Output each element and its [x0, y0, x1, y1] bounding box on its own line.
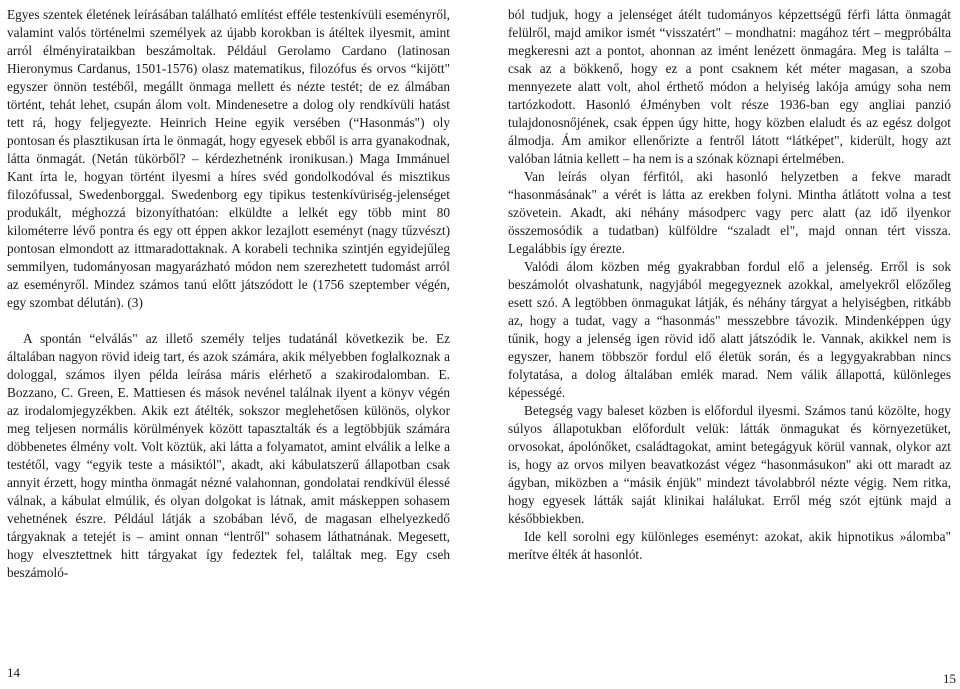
paragraph: A spontán “elválás" az illető személy teljes tudatánál következik be. Ez általában nagyon rövid ideig tart, és azok számára, akik mélyebben foglalkoznak a dologgal, számos ilyen példa leírása máris elérhető a szakirodalomban. E. Bozzano, C. Green, E. Mattiesen és mások nevénel találnak ilyent a könyv végén az irodalomjegyzékben. Akik ezt átélték, sokszor meglehetősen különös, olykor meg teljesen normális körülmények között tapasztalták és a legtöbbjük számára döbbenetes élmény volt. Volt köztük, aki látta a folyamatot, amint elválik a lelke a testétől, vagy “egyik teste a másiktól", akadt, aki kábulatszerű állapotban csak annyit érzett, hogy mintha önmagát nézné valahonnan, gondolatai rendkívül élessé válnak, a kábulat elmúlik, és olyan dolgokat is látnak, amit máskeppen sohasem vehetnének észre. Például látják a szobában lévő, de magasan elhelyezkedő tárgyaknak a tetejét is – amint onnan “lentről" sohasem láthatnának. Megesett, hogy elvesztettnek hitt tárgyakat így fedeztek fel, találtak meg. Egy cseh beszámoló- [7, 331, 450, 580]
paragraph: Betegség vagy baleset közben is előfordul ilyesmi. Számos tanú közölte, hogy súlyos állapotukban előfordult velük: látták önmagukat és környezetüket, orvosokat, ápolónőket, családtagokat, amint betegágyuk körül vannak, olykor azt is, hogy az orvos milyen beavatkozást végez “hasonmásukon" aki ott maradt az ágyban, miközben a “másik énjük" mindezt távolabbról nézte végig. Nem ritka, hogy egyesek látták saját klinikai halálukat. Erről még szót ejtünk majd a későbbiekben. [508, 403, 951, 526]
paragraph: Ide kell sorolni egy különleges eseményt: azokat, akik hipnotikus »álomba" merítve élték át hasonlót. [508, 529, 951, 562]
paragraph: ból tudjuk, hogy a jelenséget átélt tudományos képzettségű férfi látta önmagát felülről, majd amikor ismét “visszatért" – mondhatni: magához tért – megpróbálta megkeresni azt a pontot, ahonnan az imént lenézett önmagára. Meg is találta – csak az a bökkenő, hogy ez a pont csaknem két méter magasan, a szoba mennyezete alatt volt, ahol érthető módon a helyiség lakója amúgy soha nem tartózkodott. Hasonló éJményben volt része 1936-ban egy angliai panzió tulajdonosnőjének, csak éppen úgy hitte, hogy közben elaludt és az egész dolgot álmodja. Ám amikor ellenőrizte a fentről látott “látképet", kiderült, hogy azt valóban látnia kellett – ha nem is a szónak köznapi értelmében. [508, 7, 951, 166]
page-number-left: 14 [7, 665, 20, 680]
page-number-right: 15 [943, 671, 956, 686]
paragraph: Valódi álom közben még gyakrabban fordul elő a jelenség. Erről is sok beszámolót olvashatunk, nagyjából megegyeznek azokkal, amelyekről előzőleg esett szó. A legtöbben önmagukat látják, és néhány tárgyat a helyiségben, ritkább az, hogy a tudat, vagy a “hasonmás" messzebbre távozik. Mindenképpen úgy tűnik, hogy a jelenség igen rövid idő alatt játszódik le. Vannak, akikkel nem is egyszer, hanem többször fordul elő életük során, és a legygyakrabban nincs folytatása, a dolog általában emlék marad. Nem válik állapottá, különleges képességé. [508, 259, 951, 400]
paragraph: Van leírás olyan férfitól, aki hasonló helyzetben a fekve maradt “hasonmásának" a vérét is látta az erekben folyni. Mintha átlátott volna a test szövetein. Akadt, aki néhány másodperc vagy perc alatt (az idő ilyenkor összemosódik a tudatban) külföldre “szaladt el", majd onnan tért vissza. Legalábbis így érezte. [508, 169, 951, 256]
paragraph: Egyes szentek életének leírásában található említést efféle testenkívüli eseményről, valamint valós történelmi személyek az újabb korokban is átéltek ilyesmit, amint arról élményirataikban beszámoltak. Például Gerolamo Cardano (latinosan Hieronymus Cardanus, 1501-1576) olasz matematikus, filozófus és orvos “kijött" egyszer önnön testéből, megállt önmaga mellett és nézte testét; de ez álmában történt, tehát lehet, csupán álom volt. Mindenesetre a dolog oly rendkívüli hatást tett rá, hogy feljegyezte. Heinrich Heine egyik versében (“Hasonmás") oly pontosan és plasztikusan írta le önmagát, hogy egyesek ebből is arra gyanakodnak, látta önmagát. (Netán tükörből? – kérdezhetnénk ironikusan.) Maga Immánuel Kant írta le, hogyan történt ilyesmi a híres svéd gondolkodóval és misztikus filozófussal, Swedenborggal. Swedenborg egy tipikus testenkívüriség-jelenséget produkált, méghozzá bizonyíthatóan: elküldte a lelkét egy több mint 80 kilométerre lévő pontra és egy ott éppen akkor lezajlott eseményt (nagy tűzvészt) pontosan elmondott az ittmaradottaknak. A korabeli technika szintjén egyidejűleg semmilyen, tudományosan magyarázható módon nem szerezhetett tudomást arról az eseményről. Mindez számos tanú előtt játszódott le (1756 szeptember végén, egy szombat délután). (3) [7, 7, 450, 310]
left-text-column [7, 6, 450, 582]
right-text-column [508, 6, 951, 564]
